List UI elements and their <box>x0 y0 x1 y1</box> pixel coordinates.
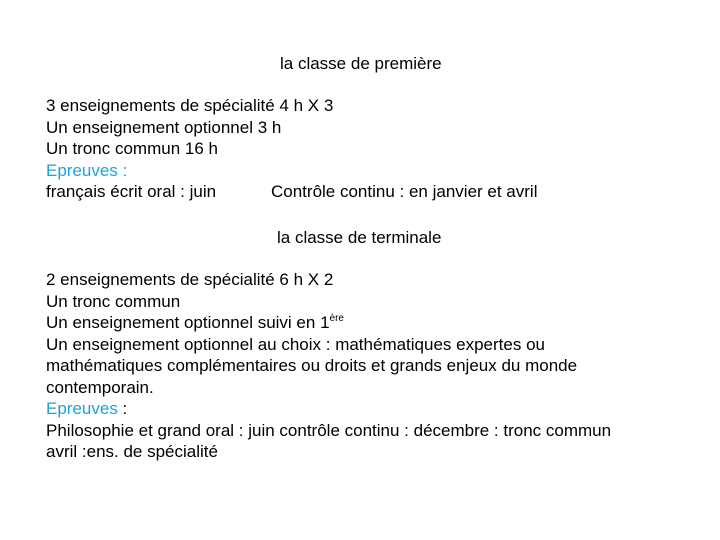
premiere-exam-row <box>46 181 538 203</box>
premiere-epreuves-colon: : <box>117 160 128 180</box>
premiere-exam-right: Contrôle continu : en janvier et avril <box>271 182 538 201</box>
premiere-line-specialites: 3 enseignements de spécialité 4 h X 3 <box>46 96 334 115</box>
terminale-choice-line-3: contemporain. <box>46 377 154 397</box>
terminale-choice-line-2: mathématiques complémentaires ou droits et grands enjeux du monde <box>46 356 578 375</box>
premiere-block <box>46 95 538 203</box>
premiere-title: la classe de première <box>280 54 442 73</box>
terminale-choice-line-1: Un enseignement optionnel au choix : mathématiques expertes ou <box>46 334 545 354</box>
terminale-block <box>46 269 611 463</box>
terminale-title: la classe de terminale <box>277 228 442 247</box>
premiere-line-optionnel: Un enseignement optionnel 3 h <box>46 117 282 137</box>
premiere-epreuves-heading <box>46 160 333 182</box>
premiere-epreuves-label: Epreuves <box>46 160 118 180</box>
terminale-line-specialites: 2 enseignements de spécialité 6 h X 2 <box>46 270 334 289</box>
terminale-optionnel-text: Un enseignement optionnel suivi en 1 <box>46 313 330 332</box>
terminale-exam-line-2: avril :ens. de spécialité <box>46 442 218 461</box>
premiere-exam-left: français écrit oral : juin <box>46 182 217 201</box>
terminale-optionnel-sup: ère <box>329 313 344 324</box>
terminale-line-tronc-commun: Un tronc commun <box>46 291 181 311</box>
terminale-epreuves-label: Epreuves <box>46 399 118 418</box>
terminale-epreuves-heading <box>46 398 611 420</box>
terminale-exam-line-1: Philosophie et grand oral : juin contrôle continu : décembre : tronc commun <box>46 420 612 440</box>
terminale-epreuves-colon: : <box>117 399 128 418</box>
terminale-line-optionnel <box>46 312 611 334</box>
premiere-line-tronc-commun: Un tronc commun 16 h <box>46 139 218 158</box>
